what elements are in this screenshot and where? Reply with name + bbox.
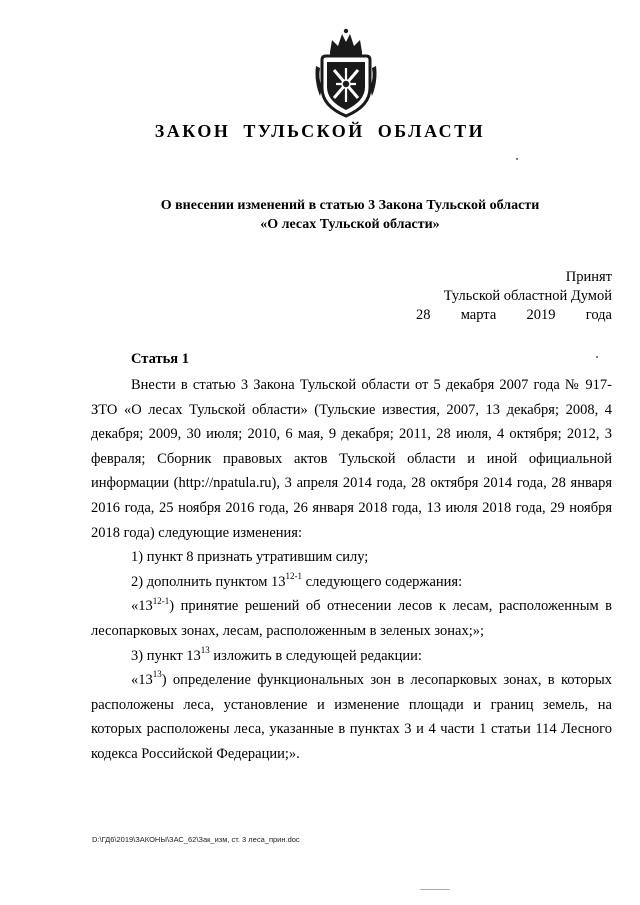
article-heading: Статья 1 [131, 351, 189, 367]
adoption-year: 2019 [526, 307, 556, 323]
law-subject [0, 196, 640, 234]
law-subject-line: О внесении изменений в статью 3 Закона Тульской области [160, 198, 540, 213]
scan-speck [420, 889, 450, 890]
paragraph-item-2: 2) дополнить пунктом 13$^{12-1}$ следующего содержания: [131, 570, 463, 590]
adoption-day: 28 [416, 307, 431, 323]
adopted-label: Принят [565, 269, 612, 285]
paragraph-quote-1: «13$^{12-1}$) принятие решений об отнесении лесов к лесам, расположенным в лесопарковых зонах, лесам, расположенным в зеленых зонах;»; [91, 595, 612, 639]
scan-speck [516, 158, 518, 160]
adopted-by: Тульской областной Думой [443, 288, 612, 304]
adoption-date [416, 306, 612, 325]
paragraph-item-1: 1) пункт 8 признать утратившим силу; [131, 549, 369, 566]
file-path-footer: D:\ГД6\2019\ЗАКОНЫ\ЗАС_62\Зак_изм, ст. 3 леса_прин.doc [92, 835, 300, 844]
article-body [91, 373, 612, 767]
paragraph-quote-2: «$13^{13}$) определение функциональных зон в лесопарковых зонах, в которых расположены леса, установление и изменение площади и границ земель, на которых расположены леса, указанные в пунктах 3 и 4 части 1 статьи 114 Лесного кодекса Российской Федерации;». [91, 669, 612, 762]
coat-of-arms-icon [312, 26, 380, 122]
adoption-block [412, 268, 612, 325]
adoption-month: марта [460, 307, 497, 323]
scan-speck [596, 356, 598, 358]
paragraph-intro: Внести в статью 3 Закона Тульской области от 5 декабря 2007 года № 917-ЗТО «О лесах Тульской области» (Тульские известия, 2007, 13 декабря; 2008, 4 декабря; 2009, 30 июля; 2010, 6 мая, 9 декабря; 2011, 28 июля, 4 октября; 2012, 3 февраля; Сборник правовых актов Тульской области и иной официальной информации (http://npatula.ru), 3 апреля 2014 года, 28 октября 2014 года, 28 января 2016 года, 25 ноября 2016 года, 26 января 2018 года, 13 июля 2018 года, 29 ноября 2018 года) следующие изменения: [91, 377, 612, 541]
law-subject-line: «О лесах Тульской области» [260, 217, 440, 232]
adoption-year-word: года [585, 307, 612, 323]
law-title: ЗАКОН ТУЛЬСКОЙ ОБЛАСТИ [154, 121, 486, 141]
paragraph-item-3: 3) пункт $13^{13}$ изложить в следующей редакции: [131, 644, 422, 664]
